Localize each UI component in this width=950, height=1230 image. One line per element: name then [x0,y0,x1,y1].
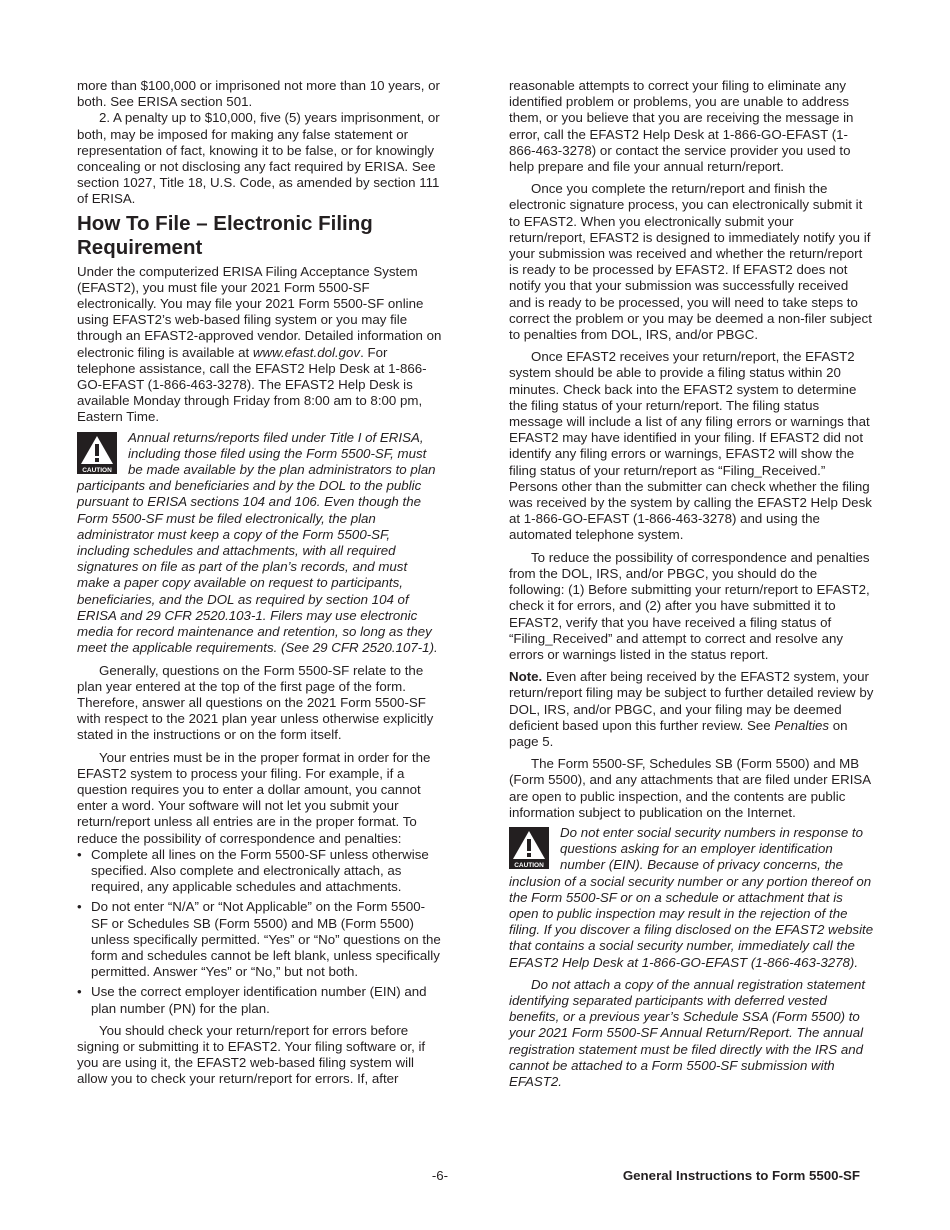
submit-paragraph: Once you complete the return/report and finish the electronic signature process, you can electronically submit it to EFAST2. When you electronically submit your return/report, EFAST2 is designed to immediately notify you if your submission was received and whether the return/report is ready to be processed by EFAST2. If EFAST2 does not notify you that your submission was successfully received and is ready to be processed, you will need to take steps to correct the problem or you may be deemed a non-filer subject to penalties from DOL, IRS, and/or PBGC. [509,181,872,343]
caution-text-2: Do not enter social security numbers in response to questions asking for an employer identification number (EIN). Because of privacy concerns, the inclusion of a social security number or any portion thereof on the Form 5500-SF or on a schedule or attachment that is open to public inspection may result in the rejection of the filing. If you discover a filing disclosed on the EFAST2 website that contains a social security number, immediately call the EFAST2 Help Desk at 1-866-GO-EFAST (1-866-463-3278). [509,824,874,970]
generally-paragraph: Generally, questions on the Form 5500-SF relate to the plan year entered at the top of the first page of the form. Therefore, answer all questions on the 2021 Form 5500-SF with respect to the 2021 plan year unless otherwise explicitly stated in the instructions or on the form itself. [77,662,434,743]
note-penalties-reference: Penalties [774,717,830,733]
footer-document-title: General Instructions to Form 5500-SF [622,1168,860,1183]
caution-note-public-availability [77,430,442,657]
caution-icon [509,827,549,869]
penalty-2-paragraph: 2. A penalty up to $10,000, five (5) years imprisonment, or both, may be imposed for making any false statement or representation of fact, knowing it to be false, or for knowingly concealing or not disclosing any fact required by ERISA. See section 1027, Title 18, U.S. Code, as amended by section 111 of ERISA. [77,110,440,207]
caution-icon [77,432,117,474]
efast-url: www.efast.dol.gov [252,344,361,360]
efast-requirement-paragraph [77,264,442,426]
bullet-mark: • [77,984,82,1000]
bullet-item [77,899,442,980]
note-label: Note. [509,669,543,685]
filing-status-paragraph: Once EFAST2 receives your return/report, the EFAST2 system should be able to provide a filing status within 20 minutes. Check back into the EFAST2 system to determine the filing status of your return/report. The filing status message will include a list of any filing errors or warnings that EFAST2 may have identified in your filing. If EFAST2 did not identify any filing errors or warnings, EFAST2 will show the filing status of your return/report as “Filing_Received.” Persons other than the submitter can check whether the filing was received by the system by calling the EFAST2 Help Desk at 1-866-GO-EFAST (1-866-463-3278) and using the automated telephone system. [509,349,872,543]
bullet-text: Use the correct employer identification number (EIN) and plan number (PN) for the plan. [91,984,427,1016]
bullet-text: Complete all lines on the Form 5500-SF unless otherwise specified. Also complete and electronically attach, as required, any applicable schedules and attachments. [91,846,429,895]
check-errors-paragraph: You should check your return/report for errors before signing or submitting it to EFAST2. Your filing software or, if you are using it, the EFAST2 web-based filing system will allow you to check your return/report for errors. If, after [77,1022,426,1087]
caution-icon-label: CAUTION [514,861,544,869]
caution-text-1: Annual returns/reports filed under Title I of ERISA, including those filed using the Form 5500-SF, must be made available by the plan administrators to plan participants and beneficiaries and by the DOL to the public pursuant to ERISA sections 104 and 106. Even though the Form 5500-SF must be filed electronically, the plan administrator must keep a copy of the Form 5500-SF, including schedules and attachments, with all required signatures on file as part of the plan’s records, and must make a paper copy available on request to participants, beneficiaries, and the DOL as required by section 104 of ERISA and 29 CFR 2520.103-1. Filers may use electronic media for record maintenance and retention, so long as they meet the applicable requirements. (See 29 CFR 2520.107-1). [77,429,438,656]
reduce-penalties-paragraph: To reduce the possibility of correspondence and penalties from the DOL, IRS, and/or PBGC, you should do the following: (1) Before submitting your return/report to EFAST2, check it for errors, and (2) after you have submitted it to EFAST2, verify that you have received a filing status of “Filing_Received” and attempt to correct and resolve any errors or warnings listed in the status report. [509,549,870,662]
entries-format-paragraph: Your entries must be in the proper format in order for the EFAST2 system to process your filing. For example, if a question requires you to enter a dollar amount, you cannot enter a word. Your software will not let you submit your return/report unless all entries are in the proper format. To reduce the possibility of correspondence and penalties: [77,749,431,846]
bullet-item [77,847,442,896]
public-inspection-paragraph: The Form 5500-SF, Schedules SB (Form 5500) and MB (Form 5500), and any attachments that are filed under ERISA are open to public inspection, and the contents are public information subject to publication on the Internet. [509,756,871,820]
bullet-mark: • [77,899,82,915]
do-not-attach-paragraph: Do not attach a copy of the annual registration statement identifying separated participants with deferred vested benefits, or a previous year’s Schedule SSA (Form 5500) to your 2021 Form 5500-SF Annual Return/Report. The annual registration statement must be filed directly with the IRS and cannot be attached to a Form 5500-SF submission with EFAST2. [509,976,866,1089]
bullet-mark: • [77,846,82,862]
efast-text-part-2: . For telephone assistance, call the EFAST2 Help Desk at 1-866-GO-EFAST (1-866-463-3278). The EFAST2 Help Desk is available Monday through Friday from 8:00 am to 8:00 pm, Eastern Time. [77,344,427,425]
penalty-1-continued: more than $100,000 or imprisoned not more than 10 years, or both. See ERISA section 501. [77,78,440,110]
bullet-item [77,984,442,1016]
page-number: -6- [431,1168,449,1183]
instructions-bullet-list [77,847,442,1017]
right-column [509,78,874,1090]
note-text-1: Even after being received by the EFAST2 system, your return/report filing may be subject to further detailed review by DOL, IRS, and/or PBGC, and your filing may be deemed deficient based upon this further review. See [509,669,874,733]
section-heading-how-to-file: How To File – Electronic Filing Requirement [77,211,373,259]
note-text-2: on page 5. [509,717,848,749]
efast-text-part-1: Under the computerized ERISA Filing Acceptance System (EFAST2), you must file your 2021 Form 5500-SF electronically. You may file your 2021 Form 5500-SF online using EFAST2’s web-based filing system or you may file through an EFAST2-approved vendor. Detailed information on electronic filing is available at [77,263,442,360]
note-paragraph [509,669,874,750]
bullet-text: Do not enter “N/A” or “Not Applicable” on the Form 5500-SF or Schedules SB (Form 5500) and MB (Form 5500) unless specifically permitted. “Yes” or “No” questions on the form and schedules cannot be left blank, unless specifically permitted. Answer “Yes” or “No,” but not both. [91,899,441,980]
caution-note-ssn [509,825,874,971]
check-errors-continued: reasonable attempts to correct your filing to eliminate any identified problem or problems, you are unable to address them, or you believe that you are receiving the message in error, call the EFAST2 Help Desk at 1-866-GO-EFAST (1-866-463-3278) or contact the service provider you used to help prepare and file your annual return/report. [509,78,854,175]
left-column [77,78,442,1088]
caution-icon-label: CAUTION [82,466,112,474]
